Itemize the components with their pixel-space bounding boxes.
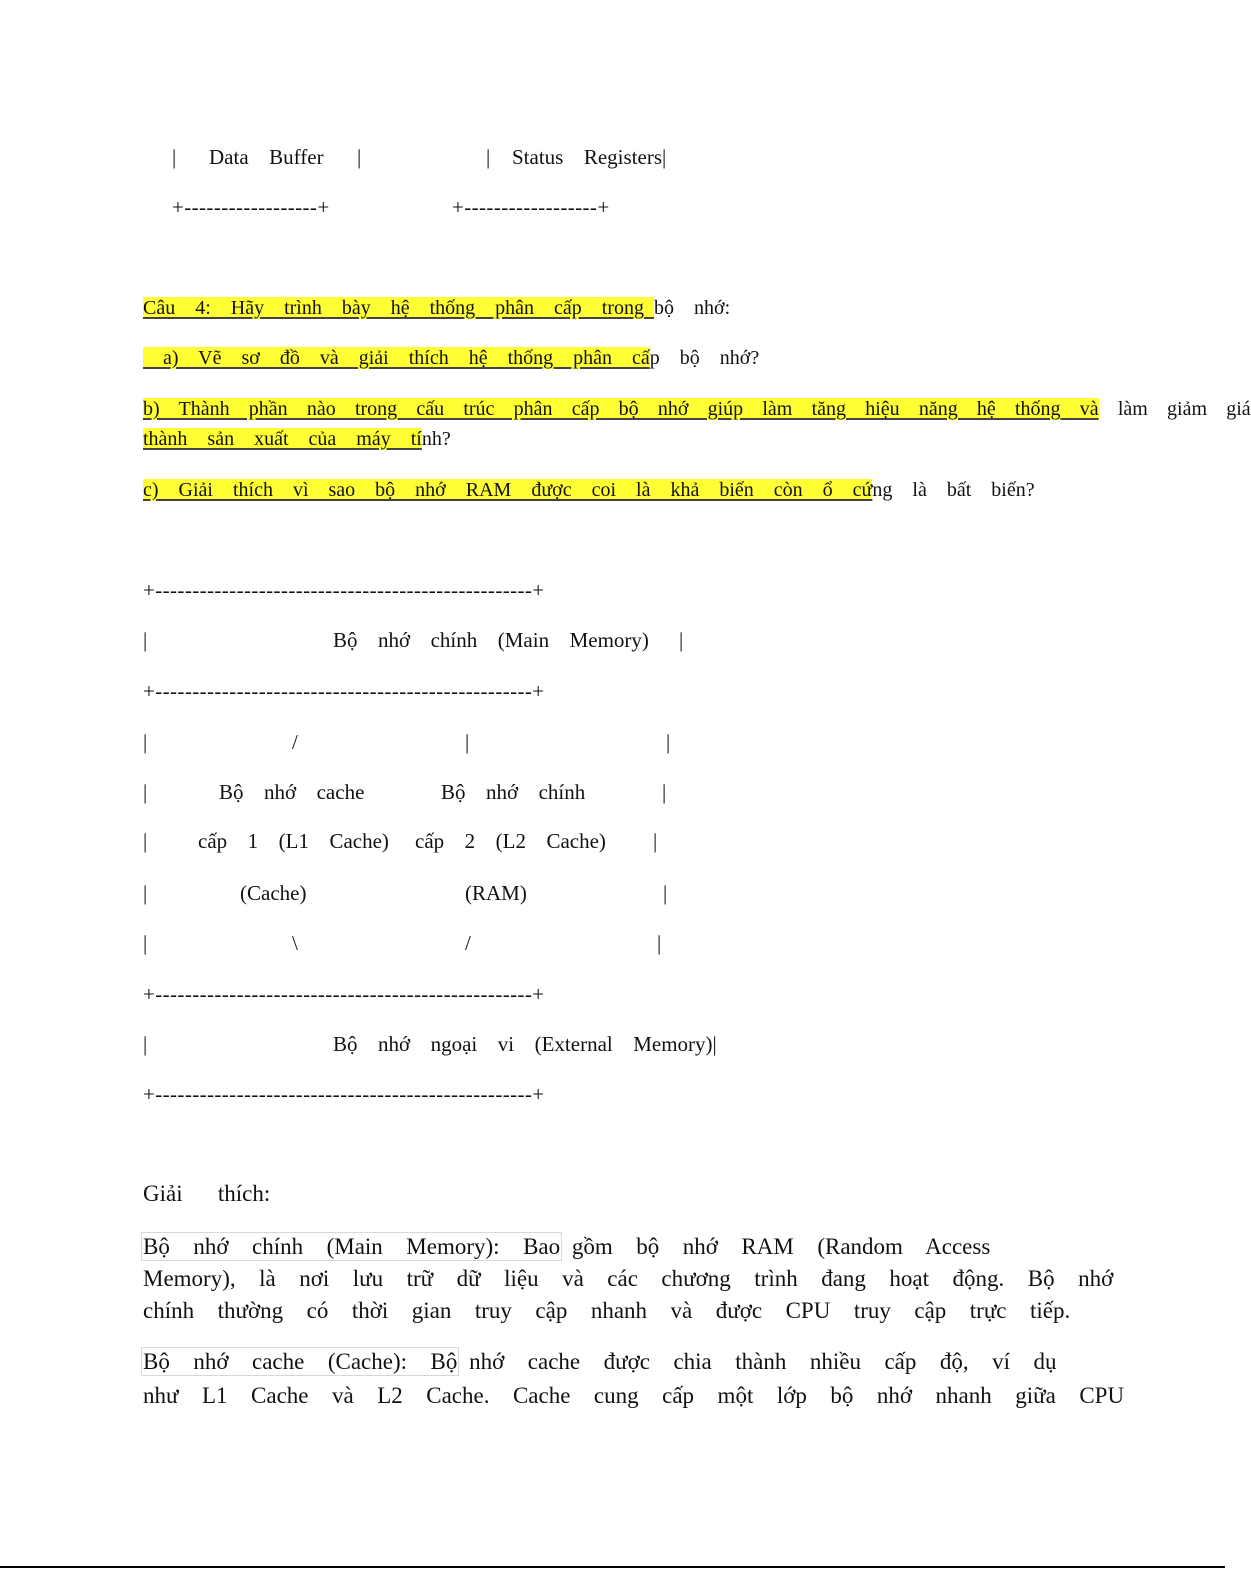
diagram-bar: |	[486, 145, 491, 169]
diagram-border: +------------------+	[452, 195, 610, 219]
paragraph-line: như L1 Cache và L2 Cache. Cache cung cấp một lớp bộ nhớ nhanh giữa CPU	[143, 1383, 1125, 1408]
highlighted-text: Câu 4: Hãy trình bày hệ thống phân cấp trong	[143, 297, 655, 319]
plain-text: p bộ nhớ?	[649, 347, 760, 369]
plain-text: bộ nhớ:	[654, 297, 731, 319]
paragraph-main-memory	[143, 1231, 1114, 1327]
question-part-a	[143, 345, 759, 371]
plain-text: gồm bộ nhớ RAM (Random Access	[560, 1234, 991, 1259]
term-cache: Bộ nhớ cache (Cache): Bộ	[143, 1349, 458, 1374]
highlighted-text: a) Vẽ sơ đồ và giải thích hệ thống phân cấ	[143, 347, 650, 369]
diagram-slash: /	[292, 730, 298, 754]
data-buffer-label: Data Buffer	[209, 145, 324, 169]
highlighted-text: thành sản xuất của máy tí	[143, 428, 422, 450]
main-memory-label: Bộ nhớ chính (Main Memory)	[333, 628, 649, 652]
highlighted-text: c) Giải thích vì sao bộ nhớ RAM được coi là khả biến còn ổ cứ	[143, 479, 873, 501]
cache-l1-label: (Cache)	[240, 881, 307, 905]
external-memory-label: Bộ nhớ ngoại vi (External Memory)|	[333, 1032, 717, 1056]
diagram-border: +---------------------------------------------------+	[143, 578, 545, 602]
diagram-backslash: \	[292, 931, 298, 955]
paragraph-line: Memory), là nơi lưu trữ dữ liệu và các chương trình đang hoạt động. Bộ nhớ	[143, 1266, 1114, 1291]
paragraph-line	[143, 1346, 1057, 1380]
diagram-slash: /	[465, 931, 471, 955]
diagram-border: +---------------------------------------------------+	[143, 982, 545, 1006]
main-l2-label: cấp 2 (L2 Cache)	[415, 829, 606, 853]
diagram-bar: |	[143, 628, 148, 652]
term-main-memory: Bộ nhớ chính (Main Memory): Bao	[143, 1234, 561, 1259]
diagram-bar: |	[357, 145, 362, 169]
plain-text: nhớ cache được chia thành nhiều cấp độ, ví dụ	[457, 1349, 1057, 1374]
main-l2-label: (RAM)	[465, 881, 527, 905]
question-part-b-line2	[143, 426, 451, 452]
diagram-border: +---------------------------------------------------+	[143, 679, 545, 703]
diagram-bar: |	[653, 829, 658, 853]
diagram-bar: |	[662, 780, 667, 804]
diagram-bar: |	[143, 730, 148, 754]
plain-text: làm giảm giá	[1098, 398, 1251, 420]
diagram-bar: |	[143, 780, 148, 804]
diagram-bar: |	[143, 1032, 148, 1056]
diagram-bar: |	[657, 931, 662, 955]
paragraph-line	[143, 1231, 1043, 1263]
highlighted-text: b) Thành phần nào trong cấu trúc phân cấp bộ nhớ giúp làm tăng hiệu năng hệ thống và	[143, 398, 1099, 420]
question-title	[143, 295, 730, 321]
diagram-border: +------------------+	[172, 195, 330, 219]
diagram-bar: |	[666, 730, 671, 754]
page-bottom-edge	[0, 1566, 1225, 1587]
plain-text: nh?	[421, 428, 451, 450]
plain-text: ng là bất biến?	[872, 479, 1035, 501]
diagram-bar: |	[465, 730, 470, 754]
cache-l1-label: cấp 1 (L1 Cache)	[198, 829, 389, 853]
diagram-bar: |	[663, 881, 668, 905]
diagram-bar: |	[679, 628, 684, 652]
diagram-border: +---------------------------------------------------+	[143, 1082, 545, 1106]
question-part-b-line1	[143, 396, 1251, 422]
paragraph-line: chính thường có thời gian truy cập nhanh và được CPU truy cập trực tiếp.	[143, 1298, 1071, 1323]
main-l2-label: Bộ nhớ chính	[441, 780, 586, 804]
question-part-c	[143, 477, 1035, 503]
diagram-bar: |	[172, 145, 177, 169]
diagram-bar: |	[143, 931, 148, 955]
status-registers-label: Status Registers|	[512, 145, 667, 169]
diagram-bar: |	[143, 881, 148, 905]
paragraph-cache	[143, 1346, 1125, 1412]
explanation-heading: Giải thích:	[143, 1181, 271, 1206]
diagram-bar: |	[143, 829, 148, 853]
cache-l1-label: Bộ nhớ cache	[219, 780, 365, 804]
